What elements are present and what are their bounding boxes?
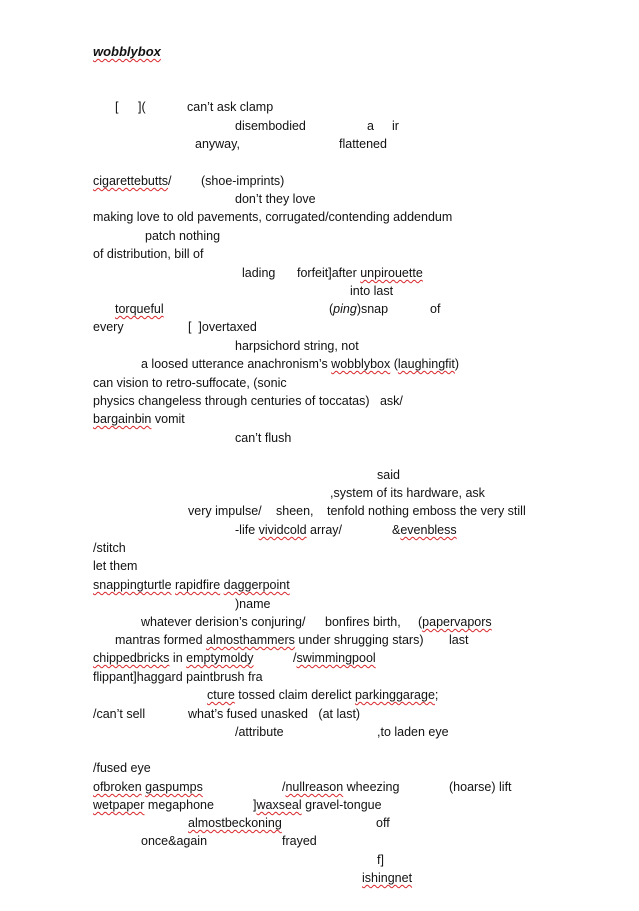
poem-word: )snap (356, 302, 389, 316)
poem-word: & (392, 523, 401, 537)
poem-text: ,to laden eye (377, 725, 449, 739)
poem-word: vomit (151, 412, 185, 426)
poem-text: making love to old pavements, corrugated/contending addendum (93, 210, 453, 224)
poem-word: / (293, 651, 297, 665)
poem-line (293, 651, 376, 666)
poem-text: of distribution, bill of (93, 247, 204, 261)
poem-text: patch nothing (145, 229, 221, 243)
poem-text: bonfires birth, (325, 615, 401, 629)
poem-word: snappingturtle (93, 578, 172, 592)
poem-word: mantras formed (115, 633, 207, 647)
poem-text: )name (235, 597, 271, 611)
poem-word: papervapors (422, 615, 492, 629)
poem-text: said (377, 468, 400, 482)
poem-text: /attribute (235, 725, 284, 739)
poem-text: disembodied (235, 119, 306, 133)
poem-text: [ ]overtaxed (188, 320, 257, 334)
poem-text: sheen, (276, 504, 314, 518)
poem-text: can’t flush (235, 431, 292, 445)
poem-line (93, 578, 290, 593)
poem-word: under shrugging stars) (294, 633, 424, 647)
poem-line (235, 523, 342, 538)
poem-text: let them (93, 559, 138, 573)
poem-word: ofbroken (93, 780, 142, 794)
poem-word: gravel-tongue (301, 798, 382, 812)
poem-word: rapidfire (175, 578, 221, 592)
poem-word: ] (253, 798, 257, 812)
poem-text: almostbeckoning (188, 816, 282, 830)
poem-line (93, 798, 214, 813)
poem-line (93, 780, 203, 795)
poem-word: vividcold (258, 523, 307, 537)
poem-text: lading (242, 266, 276, 280)
poem-word: forfeit]after (297, 266, 361, 280)
poem-line (418, 615, 492, 630)
poem-text: flattened (339, 137, 387, 151)
poem-word: in (169, 651, 187, 665)
poem-text: frayed (282, 834, 317, 848)
poem-line (392, 523, 457, 538)
poem-text: once&again (141, 834, 208, 848)
poem-text: f] (377, 853, 384, 867)
poem-title: wobblybox (93, 44, 161, 59)
poem-text: of (430, 302, 441, 316)
poem-text: into last (350, 284, 394, 298)
poem-word: / (282, 780, 286, 794)
poem-line (115, 633, 423, 648)
poem-text: whatever derision’s conjuring/ (141, 615, 306, 629)
poem-word: tossed claim derelict (234, 688, 355, 702)
poem-text: can vision to retro-suffocate, (sonic (93, 376, 287, 390)
poem-text: physics changeless through centuries of toccatas) ask/ (93, 394, 403, 408)
poem-line (253, 798, 382, 813)
poem-word: swimmingpool (296, 651, 376, 665)
poem-word: cture (207, 688, 235, 702)
poem-text: [ (115, 100, 119, 114)
poem-text: what’s fused unasked (at last) (188, 707, 361, 721)
poem-line (297, 266, 423, 281)
poem-line (141, 357, 459, 372)
poem-text: torqueful (115, 302, 164, 316)
poem-word: parkinggarage (354, 688, 435, 702)
poem-word: ; (434, 688, 439, 702)
poem-word: ( (418, 615, 423, 629)
poem-word: / (168, 174, 172, 188)
poem-line (93, 412, 185, 427)
poem-text: /can’t sell (93, 707, 146, 721)
poem-text: every (93, 320, 124, 334)
poem-line (207, 688, 438, 703)
poem-text: ,system of its hardware, ask (330, 486, 485, 500)
poem-text: a (367, 119, 374, 133)
poem-text: off (376, 816, 390, 830)
poem-word: evenbless (400, 523, 457, 537)
poem-text: /stitch (93, 541, 126, 555)
poem-text: ]( (138, 100, 146, 114)
poem-word: -life (235, 523, 259, 537)
poem-text: ishingnet (362, 871, 413, 885)
poem-text: can’t ask clamp (187, 100, 274, 114)
poem-word: laughingfit (397, 357, 455, 371)
poem-text: (shoe-imprints) (201, 174, 285, 188)
poem-word: waxseal (256, 798, 302, 812)
poem-line (93, 174, 172, 189)
poem-text: very impulse/ (188, 504, 262, 518)
poem-word: wetpaper (93, 798, 145, 812)
poem-text: (hoarse) lift (449, 780, 512, 794)
poem-word: emptymoldy (186, 651, 254, 665)
poem-word: chippedbricks (93, 651, 170, 665)
poem-word: bargainbin (93, 412, 152, 426)
poem-word: a loosed utterance anachronism’s (141, 357, 332, 371)
poem-word: almosthammers (206, 633, 295, 647)
poem-word: unpirouette (360, 266, 423, 280)
poem-word: nullreason (285, 780, 344, 794)
poem-line (329, 302, 388, 317)
poem-text: don’t they love (235, 192, 316, 206)
poem-word: array/ (306, 523, 342, 537)
poem-text: last (449, 633, 469, 647)
poem-word: wheezing (343, 780, 400, 794)
poem-word: gaspumps (145, 780, 203, 794)
poem-word: megaphone (144, 798, 214, 812)
poem-word: ( (390, 357, 398, 371)
poem-word: ( (329, 302, 334, 316)
poem-text: ir (392, 119, 399, 133)
poem-line (282, 780, 399, 795)
poem-word: ping (333, 302, 357, 316)
poem-word: wobblybox (331, 357, 391, 371)
poem-word: daggerpoint (223, 578, 290, 592)
poem-word: ) (454, 357, 460, 371)
poem-text: tenfold nothing emboss the very still (327, 504, 526, 518)
poem-word: cigarettebutts (93, 174, 169, 188)
poem-line (93, 651, 254, 666)
poem-text: anyway, (195, 137, 240, 151)
poem-text: flippant]haggard paintbrush fra (93, 670, 263, 684)
poem-text: harpsichord string, not (235, 339, 359, 353)
poem-text: /fused eye (93, 761, 151, 775)
